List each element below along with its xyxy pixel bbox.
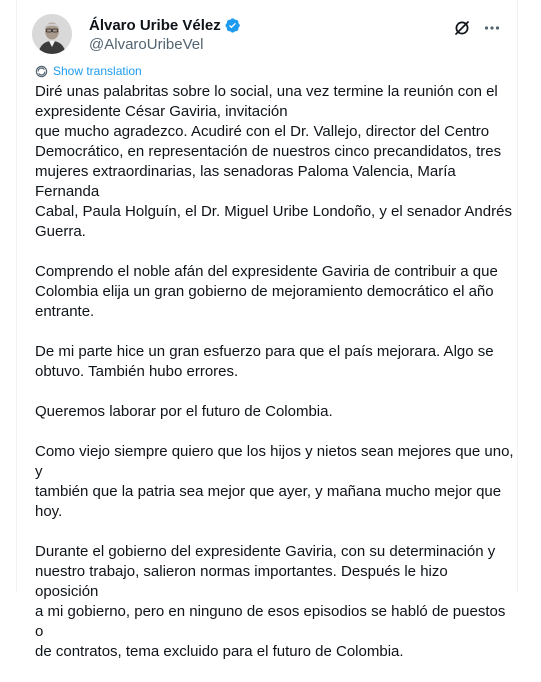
tweet-header [32,14,504,56]
avatar[interactable] [32,14,72,54]
show-translation-label: Show translation [53,64,142,78]
tweet-paragraph-5: Como viejo siempre quiero que los hijos y nietos sean mejores que uno, y también que la patria sea mejor que ayer, y mañana mucho mejor que hoy. [35,443,514,520]
avatar-portrait-icon [32,14,72,54]
more-options-button[interactable] [480,16,504,40]
header-actions [450,16,504,40]
author-display-name[interactable]: Álvaro Uribe Vélez [89,16,221,34]
tweet-paragraph-4: Queremos laborar por el futuro de Colombia. [35,403,333,420]
translate-globe-icon [35,65,48,78]
tweet-text [35,82,515,682]
tweet-paragraph-3: De mi parte hice un gran esfuerzo para que el país mejorara. Algo se obtuvo. También hubo errores. [35,343,494,380]
tweet-card [16,0,518,660]
name-row [89,15,241,35]
author-names [89,15,241,53]
tweet-paragraph-6: Durante el gobierno del expresidente Gaviria, con su determinación y nuestro trabajo, salieron normas importantes. Después le hizo oposición a mi gobierno, pero en ninguno de esos episodios se habló de puestos o de contratos, tema excluido para el futuro de Colombia. [35,543,506,660]
tweet-paragraph-2: Comprendo el noble afán del expresidente Gaviria de contribuir a que Colombia elija un gran gobierno de mejoramiento democrático el año entrante. [35,263,498,320]
show-translation-link[interactable] [35,64,142,78]
grok-button[interactable] [450,16,474,40]
more-dots-icon [483,19,501,37]
grok-icon [453,19,471,37]
author-handle[interactable]: @AlvaroUribeVel [89,36,204,53]
verified-badge-icon[interactable] [224,17,241,34]
tweet-paragraph-1: Diré unas palabritas sobre lo social, una vez termine la reunión con el expresidente César Gaviria, invitación que mucho agradezco. Acudiré con el Dr. Vallejo, director del Centro Democrático, en representación de nuestros cinco precandidatos, tres mujeres extraordinarias, las senadoras Paloma Valencia, María Fernanda Cabal, Paula Holguín, el Dr. Miguel Uribe Londoño, y el senador Andrés Guerra. [35,83,512,240]
